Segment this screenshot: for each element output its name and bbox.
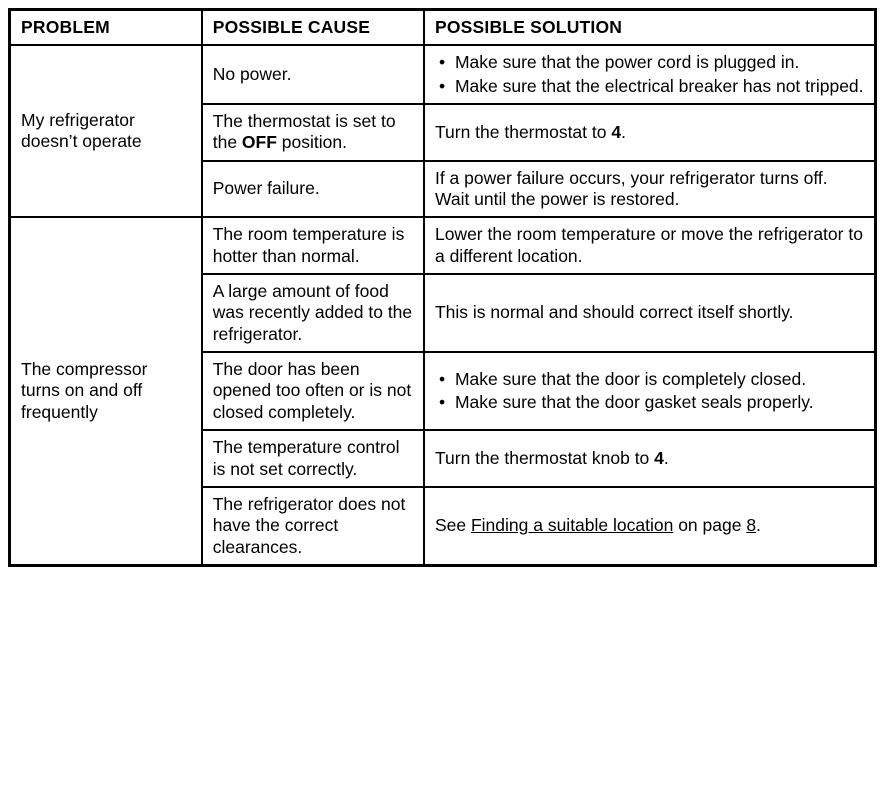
cause-text-part: The thermostat is set to the <box>212 111 396 153</box>
column-header-possible-cause: POSSIBLE CAUSE <box>202 10 424 46</box>
solution-text-part: See <box>434 515 471 536</box>
table-header-row <box>10 10 876 46</box>
solution-text-part: Turn the thermostat to <box>434 121 612 142</box>
solution-cell-no-power <box>424 45 876 104</box>
cause-cell-temperature-control: The temperature control is not set correctly. <box>202 430 424 487</box>
solution-text-part-bold: 4 <box>611 121 622 142</box>
cause-cell-power-failure: Power failure. <box>202 161 424 218</box>
list-item: • Make sure that the power cord is plugged in. <box>435 52 864 73</box>
table-row <box>10 45 876 104</box>
table-body <box>10 45 876 565</box>
solution-cell-thermostat-off <box>424 104 876 161</box>
solution-cell-large-food-amount: This is normal and should correct itself shortly. <box>424 274 876 352</box>
solution-cell-power-failure: If a power failure occurs, your refrigerator turns off. Wait until the power is restored. <box>424 161 876 218</box>
list-item: • Make sure that the electrical breaker has not tripped. <box>435 76 864 97</box>
cause-cell-room-temperature: The room temperature is hotter than normal. <box>202 217 424 274</box>
problem-cell-refrigerator-doesnt-operate: My refrigerator doesn’t operate <box>10 45 202 217</box>
cause-cell-clearances: The refrigerator does not have the correct clearances. <box>202 487 424 566</box>
cause-text-part-bold: OFF <box>241 132 277 153</box>
list-item: • Make sure that the door gasket seals properly. <box>435 392 864 413</box>
troubleshooting-table <box>8 8 877 567</box>
cause-cell-no-power: No power. <box>202 45 424 104</box>
solution-text-part: Turn the thermostat knob to <box>434 447 655 468</box>
solution-text-part: . <box>621 121 626 142</box>
solution-text-part-bold: 4 <box>654 447 664 468</box>
solution-text-part: on page <box>673 515 747 536</box>
table-row <box>10 217 876 274</box>
solution-text-part: . <box>663 447 669 468</box>
solution-cell-room-temperature: Lower the room temperature or move the refrigerator to a different location. <box>424 217 876 274</box>
solution-bullet-list <box>435 52 864 97</box>
cause-cell-thermostat-off <box>202 104 424 161</box>
column-header-possible-solution: POSSIBLE SOLUTION <box>424 10 876 46</box>
solution-cell-temperature-control <box>424 430 876 487</box>
cause-text-part: position. <box>276 132 347 153</box>
solution-cell-door-opened-often <box>424 352 876 430</box>
solution-bullet-list <box>435 369 864 414</box>
table-header <box>10 10 876 46</box>
cross-reference-link-page[interactable]: 8 <box>746 515 757 536</box>
solution-text-part: . <box>756 515 761 536</box>
solution-cell-clearances <box>424 487 876 566</box>
cause-cell-door-opened-often: The door has been opened too often or is not closed completely. <box>202 352 424 430</box>
cross-reference-link-location[interactable]: Finding a suitable location <box>470 515 674 536</box>
problem-cell-compressor-cycles: The compressor turns on and off frequently <box>10 217 202 565</box>
list-item: • Make sure that the door is completely closed. <box>435 369 864 390</box>
column-header-problem: PROBLEM <box>10 10 202 46</box>
cause-cell-large-food-amount: A large amount of food was recently added to the refrigerator. <box>202 274 424 352</box>
